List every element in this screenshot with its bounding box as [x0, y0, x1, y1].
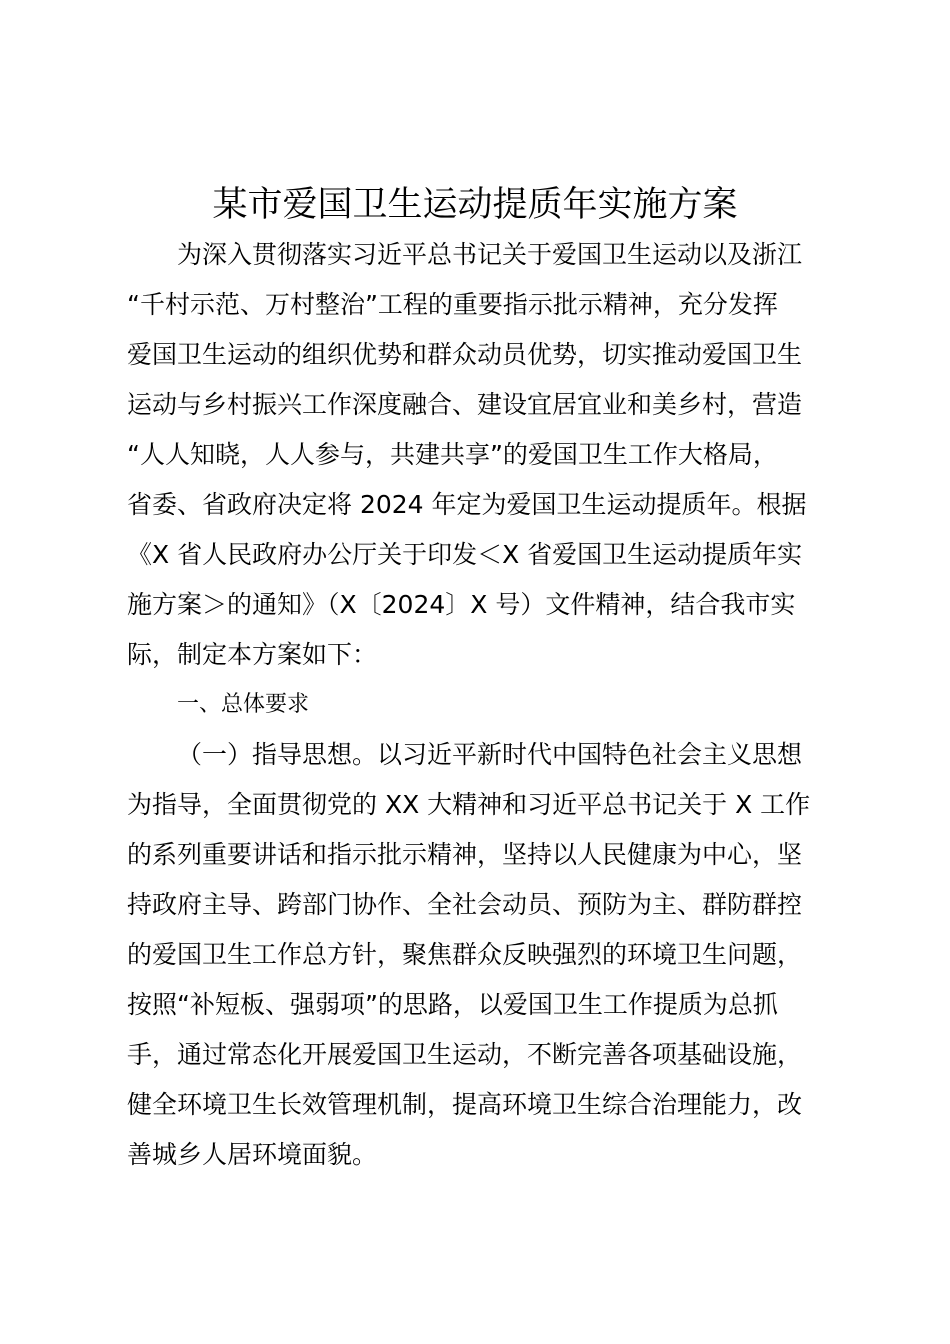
paragraph-line: 省委、省政府决定将 2024 年定为爱国卫生运动提质年。根据: [127, 490, 807, 519]
paragraph-line: 爱国卫生运动的组织优势和群众动员优势，切实推动爱国卫生: [127, 340, 803, 369]
paragraph-line: 为指导，全面贯彻党的 XX 大精神和习近平总书记关于 X 工作: [127, 790, 811, 819]
section-heading: 一、总体要求: [177, 692, 310, 717]
paragraph-line: 按照“补短板、强弱项”的思路，以爱国卫生工作提质为总抓: [127, 990, 778, 1019]
paragraph-line: 持政府主导、跨部门协作、全社会动员、预防为主、群防群控: [127, 890, 803, 919]
paragraph-line: “千村示范、万村整治”工程的重要指示批示精神，充分发挥: [127, 290, 778, 319]
paragraph-line: 为深入贯彻落实习近平总书记关于爱国卫生运动以及浙江: [177, 240, 803, 269]
paragraph-line: “人人知晓，人人参与，共建共享”的爱国卫生工作大格局，: [127, 440, 778, 469]
paragraph-line: 的系列重要讲话和指示批示精神，坚持以人民健康为中心，坚: [127, 840, 803, 869]
document-title: 某市爱国卫生运动提质年实施方案: [212, 185, 738, 225]
paragraph-line: 施方案＞的通知》（X〔2024〕X 号）文件精神，结合我市实: [127, 590, 796, 619]
paragraph-line: 手，通过常态化开展爱国卫生运动，不断完善各项基础设施，: [127, 1040, 803, 1069]
paragraph-line: 的爱国卫生工作总方针，聚焦群众反映强烈的环境卫生问题，: [127, 940, 803, 969]
paragraph-line: 运动与乡村振兴工作深度融合、建设宜居宜业和美乡村，营造: [127, 390, 803, 419]
document-body: [127, 230, 847, 1180]
paragraph-line: （一）指导思想。以习近平新时代中国特色社会主义思想: [177, 740, 803, 769]
paragraph-line: 际，制定本方案如下：: [127, 640, 378, 669]
paragraph-line: 《X 省人民政府办公厅关于印发＜X 省爱国卫生运动提质年实: [127, 540, 803, 569]
paragraph-line: 善城乡人居环境面貌。: [127, 1140, 378, 1169]
paragraph-line: 健全环境卫生长效管理机制，提高环境卫生综合治理能力，改: [127, 1090, 803, 1119]
